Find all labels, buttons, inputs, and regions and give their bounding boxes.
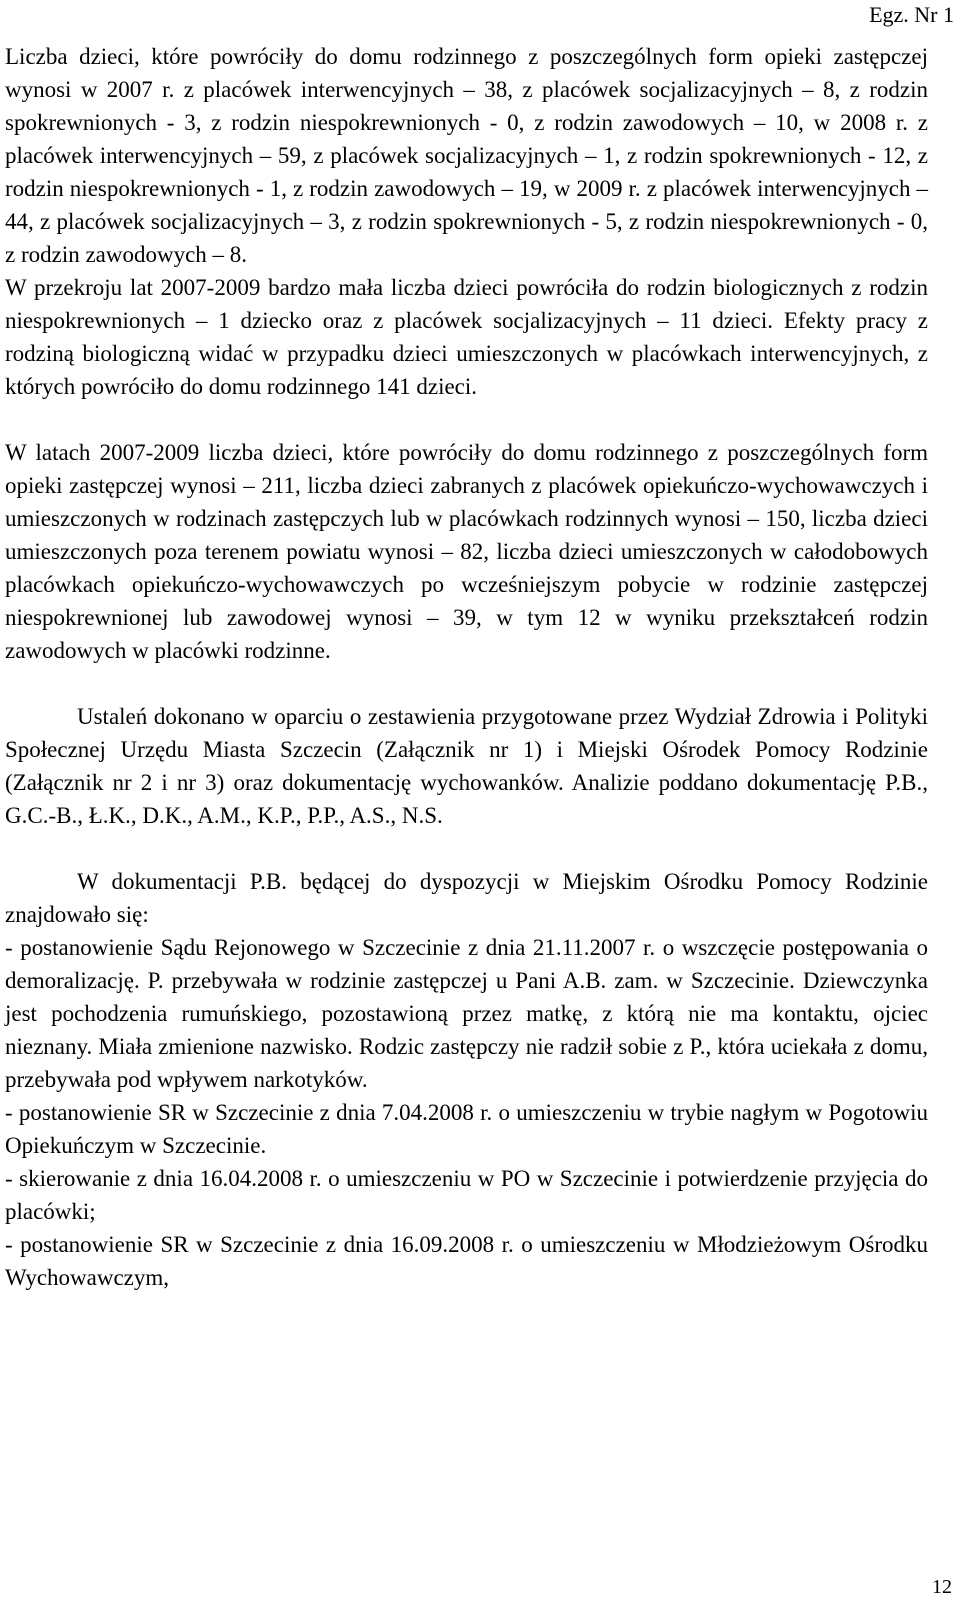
list-item: - postanowienie SR w Szczecinie z dnia 16.09.2008 r. o umieszczeniu w Młodzieżowym Ośrodku Wychowawczym, <box>5 1232 928 1290</box>
paragraph-returns-by-year: Liczba dzieci, które powróciły do domu rodzinnego z poszczególnych form opieki zastępczej wynosi w 2007 r. z placówek interwencyjnych – 38, z placówek socjalizacyjnych – 8, z rodzin spokrewnionych - 3, z rodzin niespokrewnionych - 0, z rodzin zawodowych – 10, w 2008 r. z placówek interwencyjnych – 59, z placówek socjalizacyjnych – 1, z rodzin spokrewnionych - 12, z rodzin niespokrewnionych - 1, z rodzin zawodowych – 19, w 2009 r. z placówek interwencyjnych – 44, z placówek socjalizacyjnych – 3, z rodzin spokrewnionych - 5, z rodzin niespokrewnionych - 0, z rodzin zawodowych – 8. <box>5 44 928 267</box>
paragraph-findings-basis: Ustaleń dokonano w oparciu o zestawienia przygotowane przez Wydział Zdrowia i Polityki Społecznej Urzędu Miasta Szczecin (Załącznik nr 1) i Miejski Ośrodek Pomocy Rodzinie (Załącznik nr 2 i nr 3) oraz dokumentację wychowanków. Analizie poddano dokumentację P.B., G.C.-B., Ł.K., D.K., A.M., K.P., P.P., A.S., N.S. <box>5 704 928 828</box>
paragraph-documentation-intro: W dokumentacji P.B. będącej do dyspozycji w Miejskim Ośrodku Pomocy Rodzinie znajdowało się: <box>5 869 928 927</box>
spacer <box>5 832 928 865</box>
list-item: - postanowienie Sądu Rejonowego w Szczecinie z dnia 21.11.2007 r. o wszczęcie postępowania o demoralizację. P. przebywała w rodzinie zastępczej u Pani A.B. zam. w Szczecinie. Dziewczynka jest pochodzenia rumuńskiego, pozostawioną przez matkę, z którą nie ma kontaktu, ojciec nieznany. Miała zmienione nazwisko. Rodzic zastępczy nie radził sobie z P., która uciekała z domu, przebywała pod wpływem narkotyków. <box>5 935 928 1092</box>
document-body <box>5 40 928 1294</box>
list-item: - postanowienie SR w Szczecinie z dnia 7.04.2008 r. o umieszczeniu w trybie nagłym w Pogotowiu Opiekuńczym w Szczecinie. <box>5 1100 928 1158</box>
spacer <box>5 667 928 700</box>
paragraph-totals-2007-2009: W latach 2007-2009 liczba dzieci, które powróciły do domu rodzinnego z poszczególnych form opieki zastępczej wynosi – 211, liczba dzieci zabranych z placówek opiekuńczo-wychowawczych i umieszczonych w rodzinach zastępczych lub w placówkach rodzinnych wynosi – 150, liczba dzieci umieszczonych poza terenem powiatu wynosi – 82, liczba dzieci umieszczonych w całodobowych placówkach opiekuńczo-wychowawczych po wcześniejszym pobycie w rodzinie zastępczej niespokrewnionej lub zawodowej wynosi – 39, w tym 12 w wyniku przekształceń rodzin zawodowych w placówki rodzinne. <box>5 440 928 663</box>
spacer <box>5 403 928 436</box>
paragraph-biological-families: W przekroju lat 2007-2009 bardzo mała liczba dzieci powróciła do rodzin biologicznych z rodzin niespokrewnionych – 1 dziecko oraz z placówek socjalizacyjnych – 11 dzieci. Efekty pracy z rodziną biologiczną widać w przypadku dzieci umieszczonych w placówkach interwencyjnych, z których powróciło do domu rodzinnego 141 dzieci. <box>5 275 928 399</box>
list-item: - skierowanie z dnia 16.04.2008 r. o umieszczeniu w PO w Szczecinie i potwierdzenie przyjęcia do placówki; <box>5 1166 928 1224</box>
copy-label: Egz. Nr 1 <box>869 2 954 27</box>
page-number: 12 <box>932 1576 952 1598</box>
